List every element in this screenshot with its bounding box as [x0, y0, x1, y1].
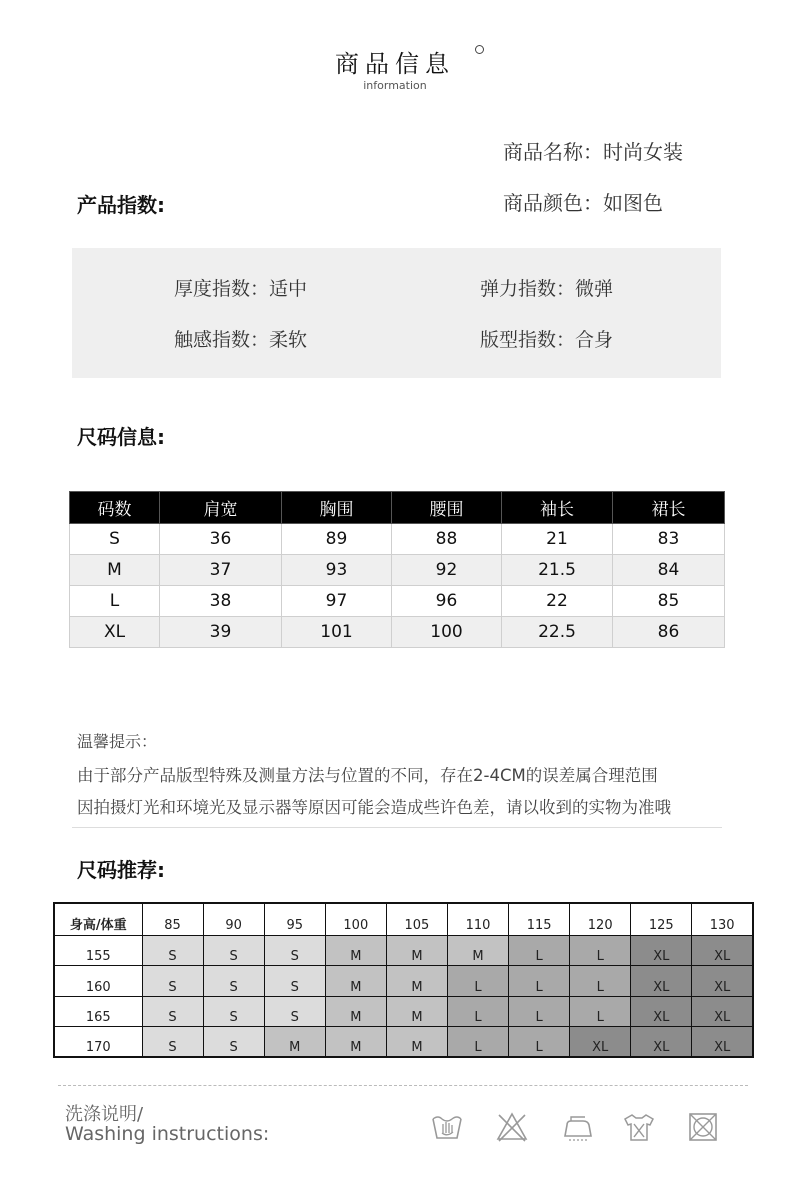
size-cell: M: [325, 966, 386, 997]
size-table: [69, 491, 725, 648]
recommend-header-row: [54, 903, 753, 935]
size-cell: XL: [692, 996, 753, 1027]
table-cell: 86: [613, 617, 725, 648]
table-cell: 36: [160, 524, 282, 555]
table-cell: S: [70, 524, 160, 555]
weight-header: 90: [203, 903, 264, 935]
weight-header: 110: [447, 903, 508, 935]
table-cell: 88: [392, 524, 502, 555]
divider: [72, 827, 722, 828]
page-title: 商品信息: [335, 50, 455, 78]
header-bust: 胸围: [282, 492, 392, 524]
table-cell: L: [70, 586, 160, 617]
size-cell: L: [570, 935, 631, 966]
size-cell: M: [325, 1027, 386, 1058]
size-cell: XL: [570, 1027, 631, 1058]
size-cell: S: [264, 966, 325, 997]
size-cell: XL: [631, 966, 692, 997]
product-name: 商品名称：时尚女装: [503, 140, 683, 164]
size-cell: XL: [692, 1027, 753, 1058]
header-sleeve: 袖长: [502, 492, 613, 524]
table-cell: 38: [160, 586, 282, 617]
size-cell: M: [386, 1027, 447, 1058]
size-cell: L: [570, 996, 631, 1027]
height-label: 165: [54, 996, 142, 1027]
table-cell: 100: [392, 617, 502, 648]
iron-icon: [561, 1110, 595, 1144]
washing-title-cn: 洗涤说明/: [65, 1104, 144, 1125]
size-cell: M: [447, 935, 508, 966]
product-color: 商品颜色：如图色: [503, 191, 663, 215]
table-cell: 83: [613, 524, 725, 555]
size-cell: L: [447, 996, 508, 1027]
weight-header: 95: [264, 903, 325, 935]
index-section-title: 产品指数:: [77, 193, 165, 217]
table-cell: 84: [613, 555, 725, 586]
table-cell: 92: [392, 555, 502, 586]
dashed-divider: [58, 1085, 748, 1086]
size-cell: M: [386, 996, 447, 1027]
weight-header: 120: [570, 903, 631, 935]
size-cell: S: [264, 935, 325, 966]
no-bleach-icon: [495, 1110, 529, 1144]
size-cell: XL: [631, 996, 692, 1027]
washing-title-en: Washing instructions:: [65, 1123, 270, 1145]
tips-line-1: 由于部分产品版型特殊及测量方法与位置的不同，存在2-4CM的误差属合理范围: [77, 766, 658, 785]
table-cell: 22.5: [502, 617, 613, 648]
table-cell: 21.5: [502, 555, 613, 586]
size-cell: M: [325, 935, 386, 966]
table-cell: 96: [392, 586, 502, 617]
size-cell: S: [203, 966, 264, 997]
title-dot-icon: [475, 45, 484, 54]
table-cell: 89: [282, 524, 392, 555]
hand-wash-icon: [430, 1110, 464, 1144]
weight-header: 100: [325, 903, 386, 935]
size-cell: M: [325, 996, 386, 1027]
index-panel: [72, 248, 721, 378]
header-waist: 腰围: [392, 492, 502, 524]
size-cell: S: [142, 966, 203, 997]
size-section-title: 尺码信息:: [77, 425, 165, 449]
table-row: [70, 524, 725, 555]
table-cell: 39: [160, 617, 282, 648]
size-cell: L: [509, 1027, 570, 1058]
size-cell: L: [509, 935, 570, 966]
table-row: [70, 617, 725, 648]
size-cell: L: [509, 996, 570, 1027]
elasticity-index: 弹力指数：微弹: [480, 278, 614, 300]
size-cell: XL: [631, 935, 692, 966]
page-subtitle: information: [363, 79, 427, 92]
size-cell: M: [386, 935, 447, 966]
header-length: 裙长: [613, 492, 725, 524]
height-weight-label: 身高/体重: [54, 903, 142, 935]
size-cell: S: [203, 1027, 264, 1058]
header-shoulder: 肩宽: [160, 492, 282, 524]
weight-header: 130: [692, 903, 753, 935]
table-row: [54, 966, 753, 997]
size-cell: L: [447, 966, 508, 997]
size-cell: L: [570, 966, 631, 997]
table-cell: M: [70, 555, 160, 586]
height-label: 155: [54, 935, 142, 966]
height-label: 170: [54, 1027, 142, 1058]
size-cell: S: [203, 935, 264, 966]
size-cell: L: [509, 966, 570, 997]
table-cell: 21: [502, 524, 613, 555]
table-row: [54, 1027, 753, 1058]
size-recommend-table: [53, 902, 754, 1058]
size-cell: S: [142, 996, 203, 1027]
thickness-index: 厚度指数：适中: [174, 278, 308, 300]
size-cell: M: [386, 966, 447, 997]
table-row: [54, 996, 753, 1027]
size-cell: M: [264, 1027, 325, 1058]
height-label: 160: [54, 966, 142, 997]
table-row: [70, 555, 725, 586]
size-cell: S: [142, 1027, 203, 1058]
recommend-section-title: 尺码推荐:: [77, 858, 165, 882]
weight-header: 105: [386, 903, 447, 935]
no-dry-clean-icon: [622, 1110, 656, 1144]
size-cell: S: [203, 996, 264, 1027]
table-cell: 85: [613, 586, 725, 617]
size-cell: XL: [692, 966, 753, 997]
header-size: 码数: [70, 492, 160, 524]
size-cell: S: [142, 935, 203, 966]
size-cell: S: [264, 996, 325, 1027]
table-cell: 93: [282, 555, 392, 586]
tips-line-2: 因拍摄灯光和环境光及显示器等原因可能会造成些许色差，请以收到的实物为准哦: [77, 798, 671, 817]
weight-header: 85: [142, 903, 203, 935]
fit-index: 版型指数：合身: [480, 329, 614, 351]
table-cell: XL: [70, 617, 160, 648]
table-cell: 101: [282, 617, 392, 648]
size-cell: L: [447, 1027, 508, 1058]
table-cell: 22: [502, 586, 613, 617]
table-cell: 97: [282, 586, 392, 617]
tips-title: 温馨提示：: [77, 732, 158, 751]
table-row: [70, 586, 725, 617]
weight-header: 115: [509, 903, 570, 935]
no-tumble-dry-icon: [686, 1110, 720, 1144]
table-row: [54, 935, 753, 966]
table-cell: 37: [160, 555, 282, 586]
size-cell: XL: [692, 935, 753, 966]
weight-header: 125: [631, 903, 692, 935]
size-cell: XL: [631, 1027, 692, 1058]
size-table-header: [70, 492, 725, 524]
touch-index: 触感指数：柔软: [174, 329, 308, 351]
